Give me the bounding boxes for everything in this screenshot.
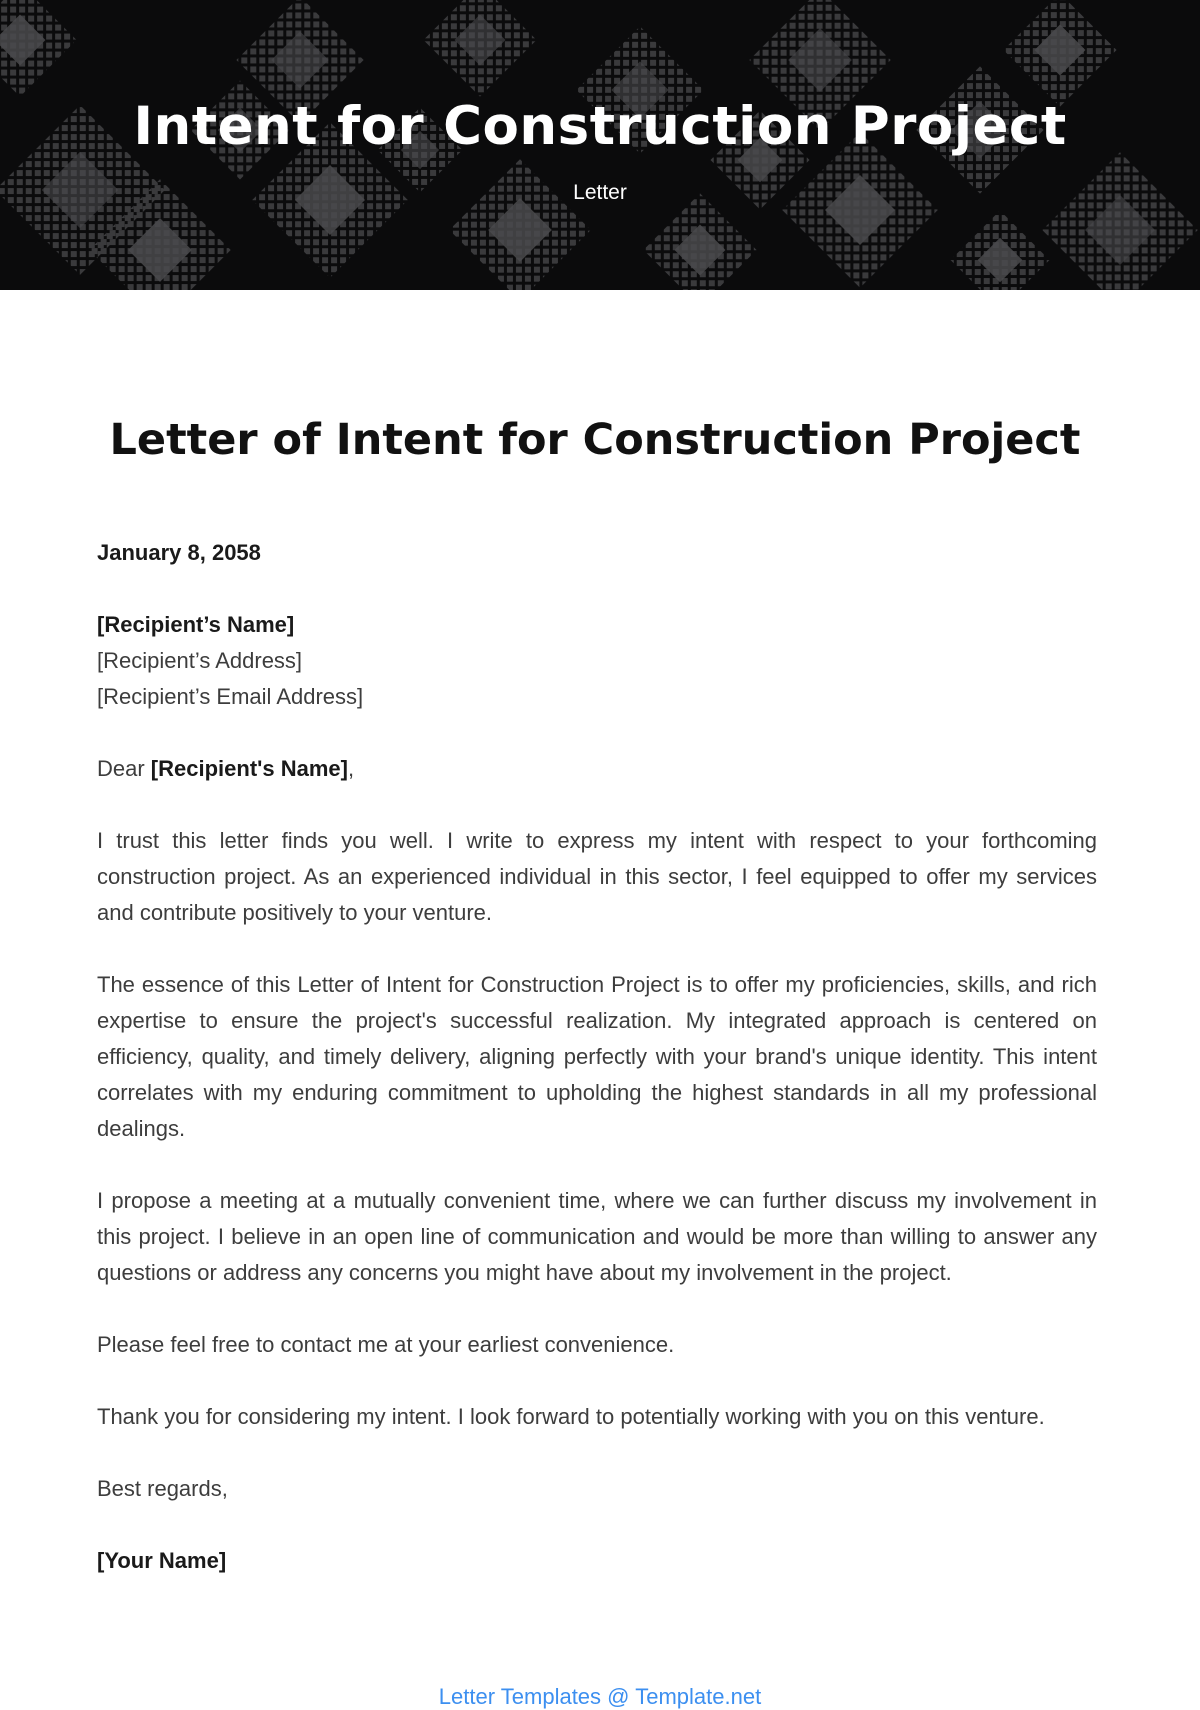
letter-heading: Letter of Intent for Construction Project <box>109 415 1081 465</box>
recipient-block <box>97 607 1097 715</box>
banner-title: Intent for Construction Project <box>133 96 1067 157</box>
letter-body <box>97 535 1097 1615</box>
salutation-suffix: , <box>347 756 355 781</box>
header-banner <box>0 0 1200 290</box>
recipient-email: [Recipient’s Email Address] <box>97 684 364 709</box>
salutation <box>97 751 1097 787</box>
letter-date: January 8, 2058 <box>97 540 261 565</box>
signature: [Your Name] <box>97 1548 227 1573</box>
recipient-name: [Recipient’s Name] <box>97 612 295 637</box>
paragraph-essence: The essence of this Letter of Intent for Construction Project is to offer my proficiencies, skills, and rich expertise to ensure the project's successful realization. My integrated approach is centered on efficiency, quality, and timely delivery, aligning perfectly with your brand's unique identity. This intent correlates with my enduring commitment to upholding the highest standards in all my professional dealings. <box>97 972 1097 1141</box>
recipient-address: [Recipient’s Address] <box>97 648 303 673</box>
salutation-name: [Recipient's Name] <box>150 756 348 781</box>
footer-link-templates[interactable]: Letter Templates <box>438 1684 602 1709</box>
paragraph-intro: I trust this letter finds you well. I write to express my intent with respect to your forthcoming construction project. As an experienced individual in this sector, I feel equipped to offer my services and contribute positively to your venture. <box>97 828 1097 925</box>
closing: Best regards, <box>97 1476 228 1501</box>
paragraph-contact: Please feel free to contact me at your earliest convenience. <box>97 1332 675 1357</box>
banner-subtitle: Letter <box>573 181 627 204</box>
paragraph-meeting: I propose a meeting at a mutually convenient time, where we can further discuss my involvement in this project. I believe in an open line of communication and would be more than willing to answer any questions or address any concerns you might have about my involvement in the project. <box>97 1188 1097 1285</box>
footer-credit <box>0 1684 1200 1710</box>
footer-separator: @ <box>601 1684 636 1709</box>
paragraph-thanks: Thank you for considering my intent. I look forward to potentially working with you on this venture. <box>97 1404 1045 1429</box>
salutation-prefix: Dear <box>97 756 151 781</box>
footer-link-site[interactable]: Template.net <box>635 1684 762 1709</box>
